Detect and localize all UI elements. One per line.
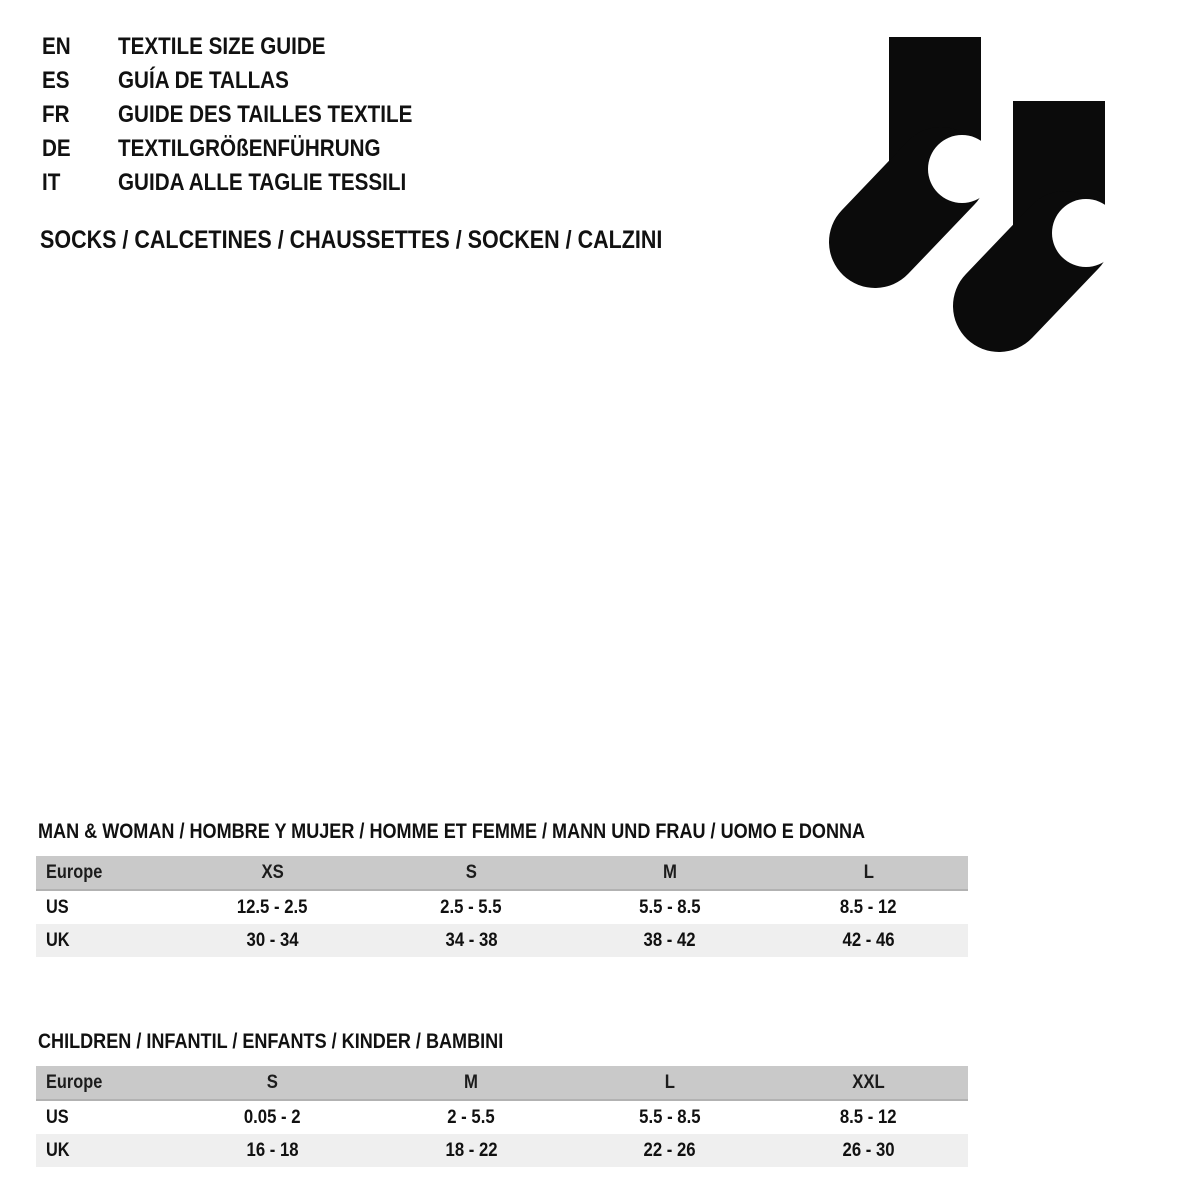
row-label: US	[46, 1106, 69, 1128]
language-code: IT	[42, 169, 61, 196]
language-label: TEXTILE SIZE GUIDE	[118, 33, 326, 60]
size-cell: 2.5 - 5.5	[440, 896, 502, 918]
column-header: S	[266, 1071, 278, 1093]
children-size-table	[36, 1066, 968, 1167]
size-cell: 5.5 - 8.5	[639, 1106, 701, 1128]
size-cell: 12.5 - 2.5	[237, 896, 308, 918]
language-code: EN	[42, 33, 71, 60]
column-header: XXL	[852, 1071, 885, 1093]
size-cell: 30 - 34	[246, 929, 299, 951]
language-row-en	[42, 30, 460, 64]
table-row	[36, 891, 968, 924]
column-header: M	[662, 861, 677, 883]
size-cell: 2 - 5.5	[447, 1106, 495, 1128]
size-cell: 18 - 22	[445, 1139, 498, 1161]
table-header-row	[36, 856, 968, 891]
language-label: GUÍA DE TALLAS	[118, 67, 289, 94]
adults-size-table	[36, 856, 968, 957]
language-row-es	[42, 64, 460, 98]
size-cell: 0.05 - 2	[244, 1106, 301, 1128]
column-header: S	[465, 861, 477, 883]
column-header: L	[664, 1071, 675, 1093]
row-label: US	[46, 896, 69, 918]
children-table-title: CHILDREN / INFANTIL / ENFANTS / KINDER / BAMBINI	[38, 1030, 504, 1053]
size-cell: 26 - 30	[842, 1139, 895, 1161]
language-code: DE	[42, 135, 71, 162]
language-label: GUIDE DES TAILLES TEXTILE	[118, 101, 413, 128]
category-subtitle: SOCKS / CALCETINES / CHAUSSETTES / SOCKEN / CALZINI	[40, 226, 663, 254]
table-row	[36, 1101, 968, 1134]
language-row-it	[42, 166, 460, 200]
size-cell: 5.5 - 8.5	[639, 896, 701, 918]
size-cell: 38 - 42	[643, 929, 696, 951]
size-cell: 8.5 - 12	[840, 896, 897, 918]
column-header: M	[464, 1071, 479, 1093]
size-cell: 34 - 38	[445, 929, 498, 951]
sock-left	[875, 37, 996, 242]
language-row-fr	[42, 98, 460, 132]
size-cell: 8.5 - 12	[840, 1106, 897, 1128]
sock-right	[999, 101, 1120, 306]
column-header: L	[863, 861, 874, 883]
language-label: GUIDA ALLE TAGLIE TESSILI	[118, 169, 407, 196]
language-list	[42, 30, 460, 200]
column-header: Europe	[46, 1071, 103, 1093]
table-header-row	[36, 1066, 968, 1101]
socks-icon	[829, 37, 1121, 353]
language-label: TEXTILGRÖßENFÜHRUNG	[118, 135, 381, 162]
language-code: FR	[42, 101, 70, 128]
table-row	[36, 924, 968, 957]
row-label: UK	[46, 1139, 70, 1161]
column-header: XS	[261, 861, 284, 883]
language-row-de	[42, 132, 460, 166]
row-label: UK	[46, 929, 70, 951]
column-header: Europe	[46, 861, 103, 883]
size-cell: 42 - 46	[842, 929, 895, 951]
language-code: ES	[42, 67, 70, 94]
size-cell: 16 - 18	[246, 1139, 299, 1161]
adults-table-title: MAN & WOMAN / HOMBRE Y MUJER / HOMME ET FEMME / MANN UND FRAU / UOMO E DONNA	[38, 820, 866, 843]
size-cell: 22 - 26	[643, 1139, 696, 1161]
table-row	[36, 1134, 968, 1167]
